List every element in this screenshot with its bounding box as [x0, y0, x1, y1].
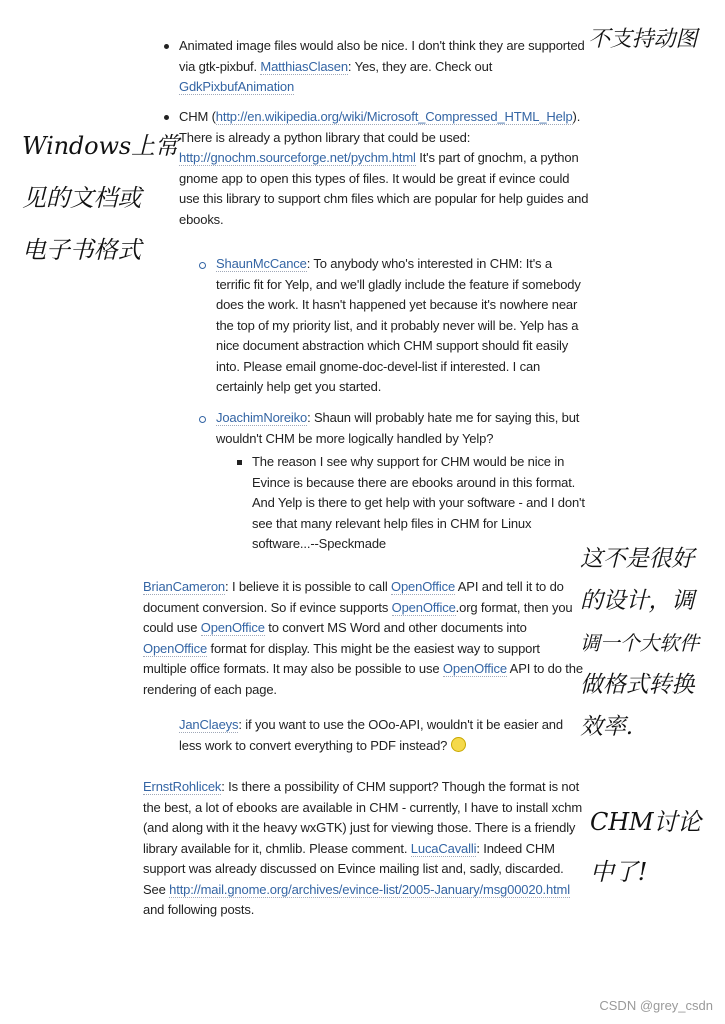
user-link[interactable]: JoachimNoreiko	[216, 410, 308, 425]
handwritten-note: 不支持动图	[588, 27, 698, 52]
note-line: 做格式转换	[580, 672, 695, 698]
list-item-animated	[179, 36, 594, 98]
note-line: 的设计，调	[580, 588, 695, 614]
openoffice-link[interactable]: OpenOffice	[391, 579, 456, 594]
text: API and tell it to do document conversion. So if evince supports	[143, 579, 564, 615]
note-line: Windows上常	[22, 132, 179, 160]
list-item-shaun	[216, 254, 586, 398]
text: ). There is already a python library that could be used:	[179, 109, 581, 145]
user-link[interactable]: ShaunMcCance	[216, 256, 307, 271]
bullet	[164, 44, 169, 49]
bullet	[164, 115, 169, 120]
text: CHM (	[179, 109, 216, 124]
mail-archive-link[interactable]: http://mail.gnome.org/archives/evince-list/2005-January/msg00020.html	[169, 881, 570, 897]
note-line: 这不是很好	[580, 546, 695, 572]
watermark: CSDN @grey_csdn	[599, 997, 713, 1013]
text: and following posts.	[143, 902, 255, 917]
user-link[interactable]: LucaCavalli	[410, 840, 477, 856]
smiley-icon	[451, 737, 466, 752]
openoffice-link[interactable]: OpenOffice	[391, 599, 456, 615]
text: : Is there a possibility of CHM support? Though the format is not the best, a lot of ebooks are available in CHM - currently, I have to install xchm (and along with it the heavy wxGTK) just for viewing those. There is a friendly library available for it, chmlib. Please comment.	[143, 779, 583, 856]
note-line: 效率.	[580, 714, 633, 740]
openoffice-link[interactable]: OpenOffice	[143, 640, 208, 656]
text: format for display. This might be the easiest way to support multiple office formats. It may also be possible to use	[143, 640, 540, 676]
handwritten-note	[590, 800, 701, 894]
bullet	[237, 460, 242, 465]
text: Animated image files would also be nice. I don't think they are supported via gtk-pixbuf.	[179, 38, 585, 74]
comment-jan	[179, 715, 579, 756]
list-item-chm	[179, 107, 591, 230]
bullet	[199, 262, 206, 269]
note-line: 见的文档或	[22, 184, 142, 212]
text: to convert MS Word and other documents into	[264, 620, 527, 635]
user-link[interactable]: JanClaeys	[179, 717, 239, 732]
text: : Shaun will probably hate me for saying this, but wouldn't CHM be more logically handled by Yelp?	[216, 410, 580, 446]
user-link[interactable]: BrianCameron	[143, 579, 226, 594]
bullet	[199, 416, 206, 423]
text: : if you want to use the OOo-API, wouldn't it be easier and less work to convert everything to PDF instead?	[179, 717, 563, 753]
handwritten-note	[22, 124, 179, 272]
handwritten-note	[580, 538, 699, 748]
text: : Yes, they are. Check out	[347, 58, 493, 74]
openoffice-link[interactable]: OpenOffice	[442, 661, 507, 676]
text: It's part of gnochm, a python gnome app to open this types of files. It would be great if evince could use this library to support chm files which are popular for help guides and ebooks.	[179, 150, 589, 227]
text: .org format, then you could use	[143, 599, 573, 635]
note-line: 电子书格式	[22, 236, 142, 264]
text: The reason I see why support for CHM would be nice in Evince is because there are ebooks around in this format. And Yelp is there to get help with your software - and I don't see that many relevant help files in CHM for Linux software...--Speckmade	[252, 454, 585, 551]
user-link[interactable]: MatthiasClasen	[260, 58, 348, 74]
note-line: CHM讨论	[590, 808, 702, 836]
text: API to do the rendering of each page.	[143, 661, 583, 697]
text: : Indeed CHM support was already discussed on Evince mailing list and, sadly, discarded. See	[143, 840, 564, 897]
openoffice-link[interactable]: OpenOffice	[200, 620, 265, 635]
comment-brian	[143, 577, 583, 700]
pychm-link[interactable]: http://gnochm.sourceforge.net/pychm.html	[179, 150, 416, 165]
wikipedia-link[interactable]: http://en.wikipedia.org/wiki/Microsoft_Compressed_HTML_Help	[215, 109, 573, 124]
note-line: 中了!	[590, 858, 648, 886]
list-item-joachim	[216, 408, 586, 449]
user-link[interactable]: ErnstRohlicek	[143, 779, 222, 794]
list-item-reason	[252, 452, 588, 555]
text: : I believe it is possible to call	[225, 579, 392, 594]
gdkpixbufanimation-link[interactable]: GdkPixbufAnimation	[179, 79, 295, 94]
note-line: 调一个大软件	[580, 631, 700, 655]
comment-ernst	[143, 777, 583, 921]
text: : To anybody who's interested in CHM: It's a terrific fit for Yelp, and we'll gladly include the feature if somebody does the work. It hasn't happened yet because it's nowhere near the top of my priority list, and it probably never will be. Yelp has a nice document abstraction which CHM support should fit easily into. Please email gnome-doc-devel-list if interested. I can certainly help get you started.	[216, 256, 581, 394]
